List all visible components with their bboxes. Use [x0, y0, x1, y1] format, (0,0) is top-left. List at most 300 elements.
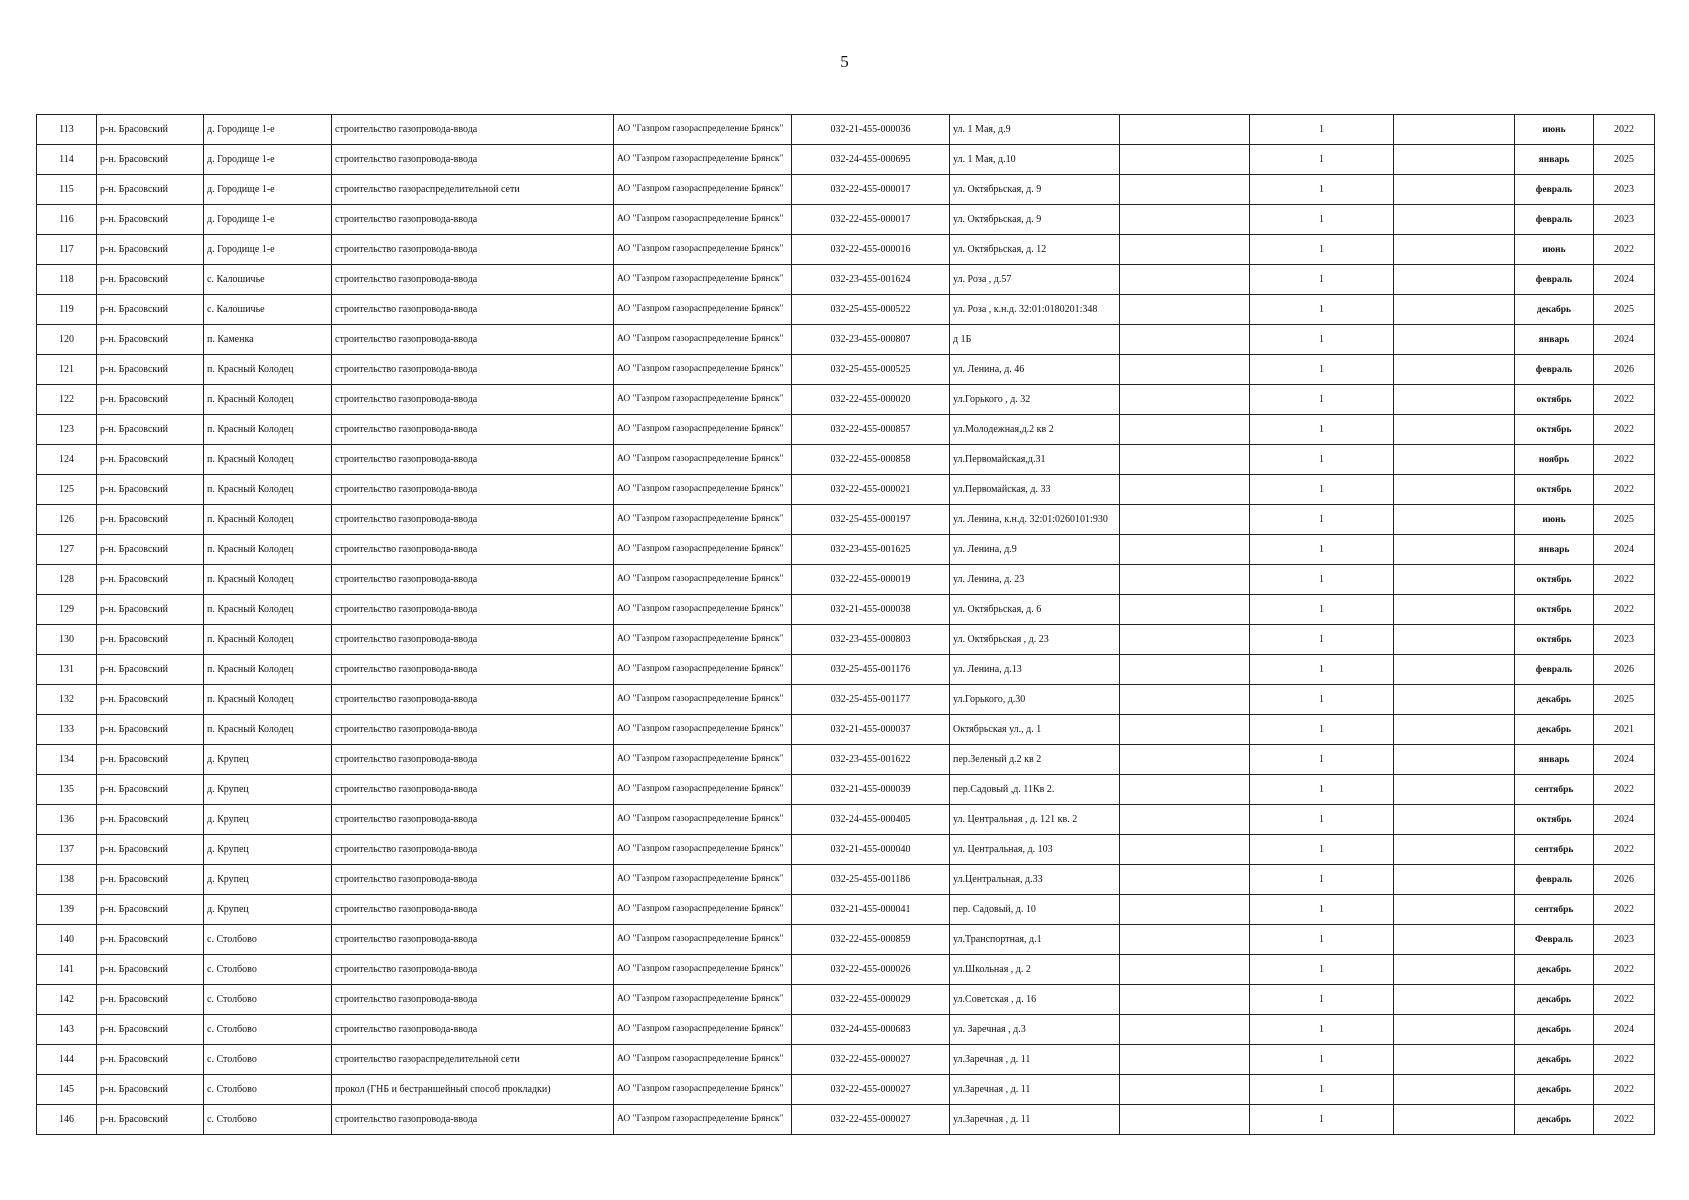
work-type-cell: строительство газопровода-ввода — [332, 625, 614, 655]
empty-cell — [1394, 295, 1515, 325]
quantity-cell: 1 — [1250, 175, 1394, 205]
district-cell: р-н. Брасовский — [97, 325, 204, 355]
address-cell: ул. Октябрьская, д. 9 — [950, 205, 1120, 235]
registry-code-cell: 032-25-455-000197 — [792, 505, 950, 535]
quantity-cell: 1 — [1250, 445, 1394, 475]
year-cell: 2022 — [1594, 115, 1655, 145]
month-cell: февраль — [1515, 175, 1594, 205]
work-type-cell: строительство газопровода-ввода — [332, 895, 614, 925]
registry-code-cell: 032-21-455-000037 — [792, 715, 950, 745]
empty-cell — [1120, 715, 1250, 745]
table-row — [37, 955, 1655, 985]
quantity-cell: 1 — [1250, 1075, 1394, 1105]
year-cell: 2022 — [1594, 1045, 1655, 1075]
row-number-cell: 125 — [37, 475, 97, 505]
address-cell: пер.Зеленый д.2 кв 2 — [950, 745, 1120, 775]
settlement-cell: д. Крупец — [204, 835, 332, 865]
work-type-cell: строительство газопровода-ввода — [332, 145, 614, 175]
empty-cell — [1120, 1015, 1250, 1045]
settlement-cell: п. Красный Колодец — [204, 595, 332, 625]
organization-cell: АО "Газпром газораспределение Брянск" — [614, 445, 792, 475]
address-cell: ул. Ленина, д. 46 — [950, 355, 1120, 385]
row-number-cell: 118 — [37, 265, 97, 295]
month-cell: декабрь — [1515, 1015, 1594, 1045]
year-cell: 2023 — [1594, 625, 1655, 655]
work-type-cell: строительство газопровода-ввода — [332, 1105, 614, 1135]
organization-cell: АО "Газпром газораспределение Брянск" — [614, 295, 792, 325]
district-cell: р-н. Брасовский — [97, 355, 204, 385]
organization-cell: АО "Газпром газораспределение Брянск" — [614, 655, 792, 685]
empty-cell — [1120, 655, 1250, 685]
registry-code-cell: 032-23-455-001625 — [792, 535, 950, 565]
row-number-cell: 121 — [37, 355, 97, 385]
quantity-cell: 1 — [1250, 535, 1394, 565]
organization-cell: АО "Газпром газораспределение Брянск" — [614, 115, 792, 145]
table-row — [37, 655, 1655, 685]
settlement-cell: д. Крупец — [204, 745, 332, 775]
table-row — [37, 445, 1655, 475]
settlement-cell: д. Крупец — [204, 805, 332, 835]
month-cell: декабрь — [1515, 295, 1594, 325]
work-type-cell: строительство газопровода-ввода — [332, 295, 614, 325]
district-cell: р-н. Брасовский — [97, 1105, 204, 1135]
settlement-cell: п. Красный Колодец — [204, 535, 332, 565]
district-cell: р-н. Брасовский — [97, 535, 204, 565]
district-cell: р-н. Брасовский — [97, 655, 204, 685]
organization-cell: АО "Газпром газораспределение Брянск" — [614, 145, 792, 175]
organization-cell: АО "Газпром газораспределение Брянск" — [614, 805, 792, 835]
table-row — [37, 535, 1655, 565]
row-number-cell: 136 — [37, 805, 97, 835]
address-cell: ул.Горького, д.30 — [950, 685, 1120, 715]
registry-code-cell: 032-22-455-000020 — [792, 385, 950, 415]
organization-cell: АО "Газпром газораспределение Брянск" — [614, 715, 792, 745]
district-cell: р-н. Брасовский — [97, 445, 204, 475]
district-cell: р-н. Брасовский — [97, 1045, 204, 1075]
month-cell: декабрь — [1515, 1075, 1594, 1105]
quantity-cell: 1 — [1250, 925, 1394, 955]
table-row — [37, 325, 1655, 355]
district-cell: р-н. Брасовский — [97, 955, 204, 985]
table-row — [37, 475, 1655, 505]
year-cell: 2024 — [1594, 325, 1655, 355]
organization-cell: АО "Газпром газораспределение Брянск" — [614, 175, 792, 205]
empty-cell — [1120, 685, 1250, 715]
quantity-cell: 1 — [1250, 595, 1394, 625]
address-cell: Октябрьская ул., д. 1 — [950, 715, 1120, 745]
year-cell: 2024 — [1594, 805, 1655, 835]
empty-cell — [1394, 415, 1515, 445]
table-row — [37, 685, 1655, 715]
month-cell: февраль — [1515, 865, 1594, 895]
empty-cell — [1120, 175, 1250, 205]
empty-cell — [1120, 235, 1250, 265]
organization-cell: АО "Газпром газораспределение Брянск" — [614, 1045, 792, 1075]
organization-cell: АО "Газпром газораспределение Брянск" — [614, 325, 792, 355]
table-row — [37, 715, 1655, 745]
work-type-cell: строительство газопровода-ввода — [332, 445, 614, 475]
year-cell: 2022 — [1594, 775, 1655, 805]
quantity-cell: 1 — [1250, 655, 1394, 685]
address-cell: д 1Б — [950, 325, 1120, 355]
registry-code-cell: 032-25-455-001176 — [792, 655, 950, 685]
organization-cell: АО "Газпром газораспределение Брянск" — [614, 565, 792, 595]
row-number-cell: 117 — [37, 235, 97, 265]
empty-cell — [1394, 205, 1515, 235]
quantity-cell: 1 — [1250, 805, 1394, 835]
address-cell: ул. Заречная , д.3 — [950, 1015, 1120, 1045]
address-cell: ул.Горького , д. 32 — [950, 385, 1120, 415]
month-cell: декабрь — [1515, 1045, 1594, 1075]
registry-code-cell: 032-21-455-000041 — [792, 895, 950, 925]
organization-cell: АО "Газпром газораспределение Брянск" — [614, 475, 792, 505]
quantity-cell: 1 — [1250, 835, 1394, 865]
empty-cell — [1394, 715, 1515, 745]
registry-code-cell: 032-24-455-000695 — [792, 145, 950, 175]
registry-table-body — [37, 115, 1655, 1135]
row-number-cell: 123 — [37, 415, 97, 445]
row-number-cell: 139 — [37, 895, 97, 925]
year-cell: 2025 — [1594, 295, 1655, 325]
year-cell: 2025 — [1594, 145, 1655, 175]
district-cell: р-н. Брасовский — [97, 505, 204, 535]
year-cell: 2022 — [1594, 565, 1655, 595]
settlement-cell: п. Каменка — [204, 325, 332, 355]
organization-cell: АО "Газпром газораспределение Брянск" — [614, 505, 792, 535]
empty-cell — [1394, 655, 1515, 685]
registry-table — [36, 114, 1655, 1135]
registry-code-cell: 032-23-455-001622 — [792, 745, 950, 775]
settlement-cell: д. Городище 1-е — [204, 145, 332, 175]
table-row — [37, 1105, 1655, 1135]
row-number-cell: 140 — [37, 925, 97, 955]
empty-cell — [1394, 175, 1515, 205]
district-cell: р-н. Брасовский — [97, 235, 204, 265]
district-cell: р-н. Брасовский — [97, 265, 204, 295]
work-type-cell: строительство газопровода-ввода — [332, 565, 614, 595]
address-cell: ул. Роза , к.н.д. 32:01:0180201:348 — [950, 295, 1120, 325]
registry-code-cell: 032-21-455-000039 — [792, 775, 950, 805]
quantity-cell: 1 — [1250, 685, 1394, 715]
empty-cell — [1394, 475, 1515, 505]
row-number-cell: 126 — [37, 505, 97, 535]
registry-code-cell: 032-22-455-000858 — [792, 445, 950, 475]
registry-code-cell: 032-22-455-000021 — [792, 475, 950, 505]
work-type-cell: строительство газопровода-ввода — [332, 505, 614, 535]
month-cell: июнь — [1515, 505, 1594, 535]
empty-cell — [1394, 235, 1515, 265]
month-cell: июнь — [1515, 235, 1594, 265]
table-row — [37, 625, 1655, 655]
row-number-cell: 119 — [37, 295, 97, 325]
row-number-cell: 131 — [37, 655, 97, 685]
work-type-cell: строительство газопровода-ввода — [332, 205, 614, 235]
empty-cell — [1394, 325, 1515, 355]
address-cell: ул.Первомайская, д. 33 — [950, 475, 1120, 505]
row-number-cell: 144 — [37, 1045, 97, 1075]
empty-cell — [1394, 1105, 1515, 1135]
registry-code-cell: 032-21-455-000040 — [792, 835, 950, 865]
month-cell: декабрь — [1515, 685, 1594, 715]
address-cell: ул.Советская , д. 16 — [950, 985, 1120, 1015]
organization-cell: АО "Газпром газораспределение Брянск" — [614, 775, 792, 805]
row-number-cell: 115 — [37, 175, 97, 205]
work-type-cell: строительство газораспределительной сети — [332, 175, 614, 205]
address-cell: ул. Октябрьская , д. 23 — [950, 625, 1120, 655]
settlement-cell: п. Красный Колодец — [204, 415, 332, 445]
quantity-cell: 1 — [1250, 235, 1394, 265]
empty-cell — [1394, 865, 1515, 895]
address-cell: ул. Центральная , д. 121 кв. 2 — [950, 805, 1120, 835]
empty-cell — [1394, 625, 1515, 655]
district-cell: р-н. Брасовский — [97, 565, 204, 595]
work-type-cell: строительство газопровода-ввода — [332, 265, 614, 295]
work-type-cell: строительство газопровода-ввода — [332, 595, 614, 625]
quantity-cell: 1 — [1250, 775, 1394, 805]
settlement-cell: с. Столбово — [204, 1105, 332, 1135]
empty-cell — [1394, 1015, 1515, 1045]
table-row — [37, 205, 1655, 235]
empty-cell — [1394, 385, 1515, 415]
month-cell: сентябрь — [1515, 775, 1594, 805]
month-cell: декабрь — [1515, 955, 1594, 985]
organization-cell: АО "Газпром газораспределение Брянск" — [614, 205, 792, 235]
district-cell: р-н. Брасовский — [97, 115, 204, 145]
empty-cell — [1120, 985, 1250, 1015]
month-cell: Февраль — [1515, 925, 1594, 955]
organization-cell: АО "Газпром газораспределение Брянск" — [614, 235, 792, 265]
row-number-cell: 128 — [37, 565, 97, 595]
work-type-cell: строительство газопровода-ввода — [332, 415, 614, 445]
empty-cell — [1120, 865, 1250, 895]
work-type-cell: строительство газопровода-ввода — [332, 535, 614, 565]
organization-cell: АО "Газпром газораспределение Брянск" — [614, 535, 792, 565]
address-cell: ул.Заречная , д. 11 — [950, 1105, 1120, 1135]
work-type-cell: строительство газопровода-ввода — [332, 655, 614, 685]
address-cell: ул.Первомайская,д.31 — [950, 445, 1120, 475]
empty-cell — [1120, 775, 1250, 805]
year-cell: 2024 — [1594, 745, 1655, 775]
work-type-cell: строительство газопровода-ввода — [332, 1015, 614, 1045]
empty-cell — [1120, 745, 1250, 775]
empty-cell — [1120, 295, 1250, 325]
empty-cell — [1394, 775, 1515, 805]
table-row — [37, 385, 1655, 415]
settlement-cell: п. Красный Колодец — [204, 625, 332, 655]
registry-code-cell: 032-22-455-000027 — [792, 1075, 950, 1105]
quantity-cell: 1 — [1250, 205, 1394, 235]
organization-cell: АО "Газпром газораспределение Брянск" — [614, 1075, 792, 1105]
quantity-cell: 1 — [1250, 565, 1394, 595]
empty-cell — [1120, 805, 1250, 835]
empty-cell — [1394, 505, 1515, 535]
empty-cell — [1394, 685, 1515, 715]
empty-cell — [1394, 115, 1515, 145]
year-cell: 2026 — [1594, 655, 1655, 685]
table-row — [37, 355, 1655, 385]
district-cell: р-н. Брасовский — [97, 805, 204, 835]
empty-cell — [1394, 145, 1515, 175]
month-cell: октябрь — [1515, 625, 1594, 655]
district-cell: р-н. Брасовский — [97, 475, 204, 505]
work-type-cell: строительство газопровода-ввода — [332, 955, 614, 985]
district-cell: р-н. Брасовский — [97, 1015, 204, 1045]
registry-code-cell: 032-22-455-000027 — [792, 1105, 950, 1135]
quantity-cell: 1 — [1250, 325, 1394, 355]
work-type-cell: строительство газопровода-ввода — [332, 355, 614, 385]
registry-code-cell: 032-25-455-000525 — [792, 355, 950, 385]
row-number-cell: 132 — [37, 685, 97, 715]
settlement-cell: д. Городище 1-е — [204, 175, 332, 205]
work-type-cell: строительство газопровода-ввода — [332, 475, 614, 505]
work-type-cell: строительство газораспределительной сети — [332, 1045, 614, 1075]
row-number-cell: 120 — [37, 325, 97, 355]
district-cell: р-н. Брасовский — [97, 145, 204, 175]
empty-cell — [1394, 925, 1515, 955]
row-number-cell: 124 — [37, 445, 97, 475]
work-type-cell: строительство газопровода-ввода — [332, 775, 614, 805]
district-cell: р-н. Брасовский — [97, 925, 204, 955]
registry-code-cell: 032-22-455-000859 — [792, 925, 950, 955]
table-row — [37, 415, 1655, 445]
empty-cell — [1120, 265, 1250, 295]
registry-code-cell: 032-22-455-000017 — [792, 175, 950, 205]
address-cell: ул. Ленина, д. 23 — [950, 565, 1120, 595]
registry-code-cell: 032-23-455-000803 — [792, 625, 950, 655]
row-number-cell: 114 — [37, 145, 97, 175]
row-number-cell: 133 — [37, 715, 97, 745]
table-row — [37, 175, 1655, 205]
empty-cell — [1394, 1045, 1515, 1075]
row-number-cell: 138 — [37, 865, 97, 895]
month-cell: февраль — [1515, 655, 1594, 685]
organization-cell: АО "Газпром газораспределение Брянск" — [614, 895, 792, 925]
work-type-cell: строительство газопровода-ввода — [332, 235, 614, 265]
table-row — [37, 895, 1655, 925]
empty-cell — [1120, 625, 1250, 655]
quantity-cell: 1 — [1250, 415, 1394, 445]
settlement-cell: п. Красный Колодец — [204, 715, 332, 745]
table-row — [37, 745, 1655, 775]
settlement-cell: п. Красный Колодец — [204, 385, 332, 415]
year-cell: 2025 — [1594, 685, 1655, 715]
row-number-cell: 134 — [37, 745, 97, 775]
address-cell: пер. Садовый, д. 10 — [950, 895, 1120, 925]
settlement-cell: п. Красный Колодец — [204, 565, 332, 595]
quantity-cell: 1 — [1250, 295, 1394, 325]
organization-cell: АО "Газпром газораспределение Брянск" — [614, 985, 792, 1015]
table-row — [37, 595, 1655, 625]
address-cell: ул.Заречная , д. 11 — [950, 1075, 1120, 1105]
work-type-cell: строительство газопровода-ввода — [332, 865, 614, 895]
page-number: 5 — [840, 52, 849, 71]
month-cell: сентябрь — [1515, 895, 1594, 925]
district-cell: р-н. Брасовский — [97, 1075, 204, 1105]
registry-code-cell: 032-22-455-000026 — [792, 955, 950, 985]
district-cell: р-н. Брасовский — [97, 685, 204, 715]
month-cell: февраль — [1515, 355, 1594, 385]
empty-cell — [1120, 325, 1250, 355]
empty-cell — [1394, 895, 1515, 925]
row-number-cell: 122 — [37, 385, 97, 415]
district-cell: р-н. Брасовский — [97, 895, 204, 925]
quantity-cell: 1 — [1250, 715, 1394, 745]
work-type-cell: прокол (ГНБ и бестраншейный способ прокладки) — [332, 1075, 614, 1105]
empty-cell — [1120, 925, 1250, 955]
empty-cell — [1120, 475, 1250, 505]
organization-cell: АО "Газпром газораспределение Брянск" — [614, 385, 792, 415]
empty-cell — [1394, 1075, 1515, 1105]
month-cell: июнь — [1515, 115, 1594, 145]
month-cell: февраль — [1515, 205, 1594, 235]
quantity-cell: 1 — [1250, 355, 1394, 385]
month-cell: октябрь — [1515, 595, 1594, 625]
settlement-cell: д. Городище 1-е — [204, 115, 332, 145]
district-cell: р-н. Брасовский — [97, 985, 204, 1015]
work-type-cell: строительство газопровода-ввода — [332, 115, 614, 145]
table-row — [37, 925, 1655, 955]
empty-cell — [1120, 595, 1250, 625]
year-cell: 2025 — [1594, 505, 1655, 535]
table-row — [37, 505, 1655, 535]
settlement-cell: с. Столбово — [204, 1015, 332, 1045]
registry-code-cell: 032-25-455-001177 — [792, 685, 950, 715]
registry-code-cell: 032-25-455-001186 — [792, 865, 950, 895]
quantity-cell: 1 — [1250, 1045, 1394, 1075]
address-cell: ул. Ленина, д.9 — [950, 535, 1120, 565]
table-row — [37, 145, 1655, 175]
organization-cell: АО "Газпром газораспределение Брянск" — [614, 355, 792, 385]
year-cell: 2022 — [1594, 1075, 1655, 1105]
quantity-cell: 1 — [1250, 265, 1394, 295]
work-type-cell: строительство газопровода-ввода — [332, 325, 614, 355]
organization-cell: АО "Газпром газораспределение Брянск" — [614, 685, 792, 715]
year-cell: 2023 — [1594, 205, 1655, 235]
address-cell: ул. Ленина, д.13 — [950, 655, 1120, 685]
district-cell: р-н. Брасовский — [97, 415, 204, 445]
work-type-cell: строительство газопровода-ввода — [332, 385, 614, 415]
settlement-cell: с. Столбово — [204, 925, 332, 955]
month-cell: декабрь — [1515, 715, 1594, 745]
empty-cell — [1120, 505, 1250, 535]
quantity-cell: 1 — [1250, 745, 1394, 775]
row-number-cell: 113 — [37, 115, 97, 145]
empty-cell — [1394, 955, 1515, 985]
quantity-cell: 1 — [1250, 505, 1394, 535]
table-row — [37, 1075, 1655, 1105]
organization-cell: АО "Газпром газораспределение Брянск" — [614, 745, 792, 775]
organization-cell: АО "Газпром газораспределение Брянск" — [614, 865, 792, 895]
table-row — [37, 115, 1655, 145]
address-cell: ул. Октябрьская, д. 6 — [950, 595, 1120, 625]
empty-cell — [1394, 565, 1515, 595]
address-cell: пер.Садовый ,д. 11Кв 2. — [950, 775, 1120, 805]
month-cell: октябрь — [1515, 475, 1594, 505]
table-row — [37, 565, 1655, 595]
year-cell: 2022 — [1594, 475, 1655, 505]
address-cell: ул.Транспортная, д.1 — [950, 925, 1120, 955]
settlement-cell: п. Красный Колодец — [204, 445, 332, 475]
empty-cell — [1120, 415, 1250, 445]
row-number-cell: 127 — [37, 535, 97, 565]
registry-code-cell: 032-22-455-000027 — [792, 1045, 950, 1075]
empty-cell — [1120, 145, 1250, 175]
organization-cell: АО "Газпром газораспределение Брянск" — [614, 595, 792, 625]
empty-cell — [1120, 535, 1250, 565]
year-cell: 2022 — [1594, 445, 1655, 475]
year-cell: 2022 — [1594, 835, 1655, 865]
month-cell: октябрь — [1515, 415, 1594, 445]
